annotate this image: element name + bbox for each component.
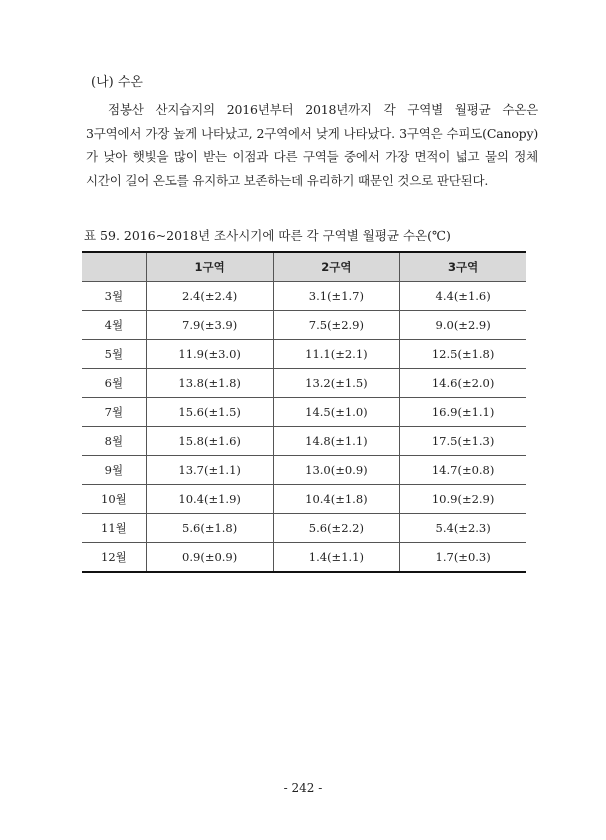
table-row xyxy=(82,456,526,485)
month-cell: 10월 xyxy=(82,485,146,514)
zone-2-cell: 5.6(±2.2) xyxy=(273,514,400,543)
zone-3-cell: 17.5(±1.3) xyxy=(400,427,526,456)
month-cell: 12월 xyxy=(82,543,146,573)
zone-2-cell: 14.5(±1.0) xyxy=(273,398,400,427)
zone-1-cell: 2.4(±2.4) xyxy=(146,282,273,311)
zone-1-cell: 11.9(±3.0) xyxy=(146,340,273,369)
zone-1-cell: 10.4(±1.9) xyxy=(146,485,273,514)
month-cell: 8월 xyxy=(82,427,146,456)
zone-1-cell: 0.9(±0.9) xyxy=(146,543,273,573)
water-temperature-table xyxy=(82,251,526,573)
table-body xyxy=(82,282,526,573)
month-cell: 7월 xyxy=(82,398,146,427)
zone-2-cell: 3.1(±1.7) xyxy=(273,282,400,311)
zone-3-cell: 14.6(±2.0) xyxy=(400,369,526,398)
zone-2-cell: 14.8(±1.1) xyxy=(273,427,400,456)
zone-1-cell: 13.7(±1.1) xyxy=(146,456,273,485)
month-cell: 5월 xyxy=(82,340,146,369)
zone-1-cell: 13.8(±1.8) xyxy=(146,369,273,398)
zone-2-cell: 1.4(±1.1) xyxy=(273,543,400,573)
table-header xyxy=(82,252,526,282)
zone-3-cell: 9.0(±2.9) xyxy=(400,311,526,340)
table-row xyxy=(82,485,526,514)
zone-1-cell: 15.8(±1.6) xyxy=(146,427,273,456)
zone-3-cell: 14.7(±0.8) xyxy=(400,456,526,485)
table-row xyxy=(82,427,526,456)
table-row xyxy=(82,340,526,369)
header-cell-zone-1: 1구역 xyxy=(146,252,273,282)
table-row xyxy=(82,311,526,340)
zone-2-cell: 10.4(±1.8) xyxy=(273,485,400,514)
table-row xyxy=(82,369,526,398)
table-row xyxy=(82,514,526,543)
table-row xyxy=(82,543,526,573)
zone-3-cell: 5.4(±2.3) xyxy=(400,514,526,543)
header-cell-zone-3: 3구역 xyxy=(400,252,526,282)
table-caption: 표 59. 2016~2018년 조사시기에 따른 각 구역별 월평균 수온(℃) xyxy=(84,228,451,243)
zone-2-cell: 11.1(±2.1) xyxy=(273,340,400,369)
section-heading: (나) 수온 xyxy=(91,75,143,90)
month-cell: 11월 xyxy=(82,514,146,543)
header-row xyxy=(82,252,526,282)
header-cell-blank xyxy=(82,252,146,282)
month-cell: 3월 xyxy=(82,282,146,311)
page-number: - 242 - xyxy=(283,781,323,795)
zone-3-cell: 10.9(±2.9) xyxy=(400,485,526,514)
month-cell: 9월 xyxy=(82,456,146,485)
zone-2-cell: 13.0(±0.9) xyxy=(273,456,400,485)
month-cell: 4월 xyxy=(82,311,146,340)
month-cell: 6월 xyxy=(82,369,146,398)
zone-3-cell: 4.4(±1.6) xyxy=(400,282,526,311)
zone-3-cell: 1.7(±0.3) xyxy=(400,543,526,573)
zone-2-cell: 7.5(±2.9) xyxy=(273,311,400,340)
table-row xyxy=(82,282,526,311)
zone-1-cell: 15.6(±1.5) xyxy=(146,398,273,427)
body-paragraph: 점봉산 산지습지의 2016년부터 2018년까지 각 구역별 월평균 수온은 3구역에서 가장 높게 나타났고, 2구역에서 낮게 나타났다. 3구역은 수피도(Canopy)가 낮아 햇빛을 많이 받는 이점과 다른 구역들 중에서 가장 면적이 넓고 물의 정체 시간이 길어 온도를 유지하고 보존하는데 유리하기 때문인 것으로 판단된다. xyxy=(86,102,538,188)
zone-1-cell: 5.6(±1.8) xyxy=(146,514,273,543)
zone-2-cell: 13.2(±1.5) xyxy=(273,369,400,398)
zone-1-cell: 7.9(±3.9) xyxy=(146,311,273,340)
header-cell-zone-2: 2구역 xyxy=(273,252,400,282)
zone-3-cell: 16.9(±1.1) xyxy=(400,398,526,427)
table-row xyxy=(82,398,526,427)
zone-3-cell: 12.5(±1.8) xyxy=(400,340,526,369)
